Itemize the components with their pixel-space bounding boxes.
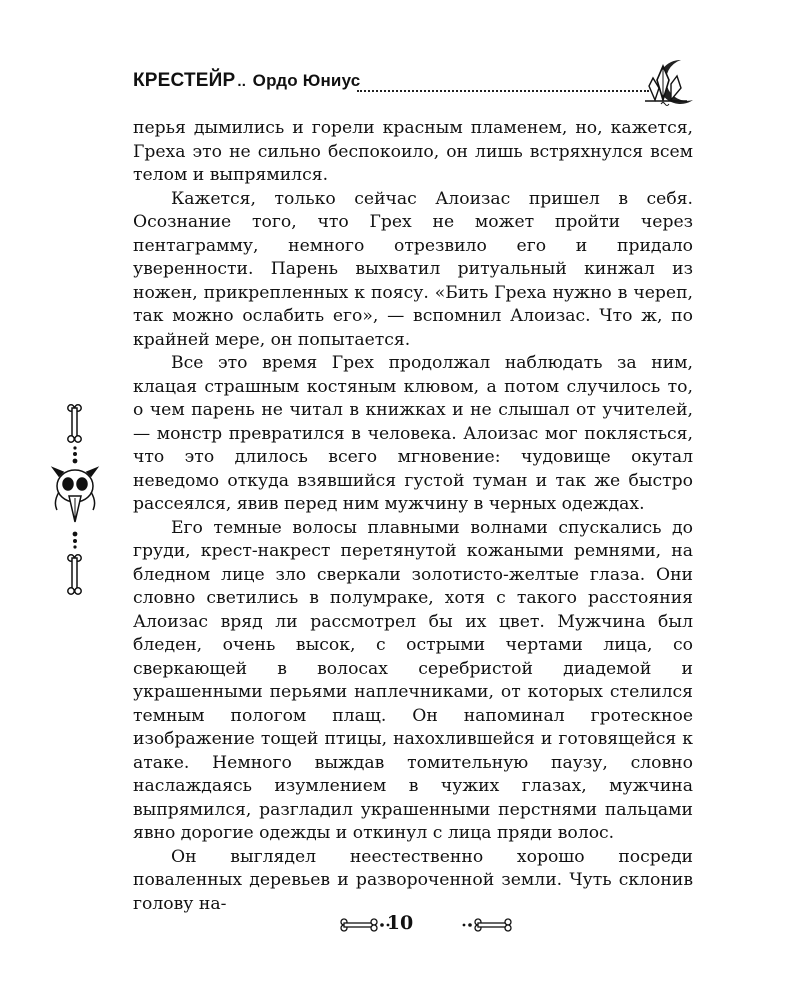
book-subtitle: Ордо Юниус	[252, 71, 361, 90]
paragraph: Все это время Грех продолжал наблюдать за ним, клацая страшным костяным клювом, а потом случилось то, о чем парень не читал в книжках и не слышал от учителей, — монстр превратился в человека. Алоизас мог поклясться, что это длилось всего мгновение: чудовище окутал неведомо откуда взявшийся густой туман и так же быстро рассеялся, явив перед ним мужчину в черных одеждах.	[133, 353, 693, 514]
page-number: 10	[386, 912, 414, 934]
running-header	[133, 66, 693, 110]
crystal-moon-icon	[641, 54, 699, 112]
page-footer	[0, 912, 800, 938]
book-title: КРЕСТЕЙР	[133, 70, 236, 91]
header-dotted-rule	[357, 90, 649, 92]
header-title	[133, 70, 360, 92]
body-text	[133, 117, 693, 916]
bone-ornament-icon	[458, 918, 512, 932]
title-separator: ..	[237, 73, 247, 90]
paragraph: Он выглядел неестественно хорошо посреди поваленных деревьев и развороченной земли. Чуть склонив голову на-	[133, 846, 693, 914]
bird-skull-bones-ornament-icon	[45, 402, 105, 598]
paragraph: перья дымились и горели красным пламенем, но, кажется, Греха это не сильно беспокоило, он лишь встряхнулся всем телом и выпрямился.	[133, 118, 693, 185]
paragraph: Его темные волосы плавными волнами спускались до груди, крест-накрест перетянутой кожаными ремнями, на бледном лице зло сверкали золотисто-желтые глаза. Они словно светились в полумраке, хотя с такого расстояния Алоизас вряд ли рассмотрел бы их цвет. Мужчина был бледен, очень высок, с острыми чертами лица, со сверкающей в волосах серебристой диадемой и украшенными перьями наплечниками, от которых стелился темным пологом плащ. Он напоминал гротескное изображение тощей птицы, нахохлившейся и готовящейся к атаке. Немного выждав томительную паузу, словно наслаждаясь изумлением в чужих глазах, мужчина выпрямился, разгладил украшенными перстнями пальцами явно дорогие одежды и откинул с лица пряди волос.	[133, 517, 693, 843]
paragraph: Кажется, только сейчас Алоизас пришел в себя. Осознание того, что Грех не может пройти через пентаграмму, немного отрезвило его и придало уверенности. Парень выхватил ритуальный кинжал из ножен, прикрепленных к поясу. «Бить Греха нужно в череп, так можно ослабить его», — вспомнил Алоизас. Что ж, по крайней мере, он попытается.	[133, 188, 693, 350]
